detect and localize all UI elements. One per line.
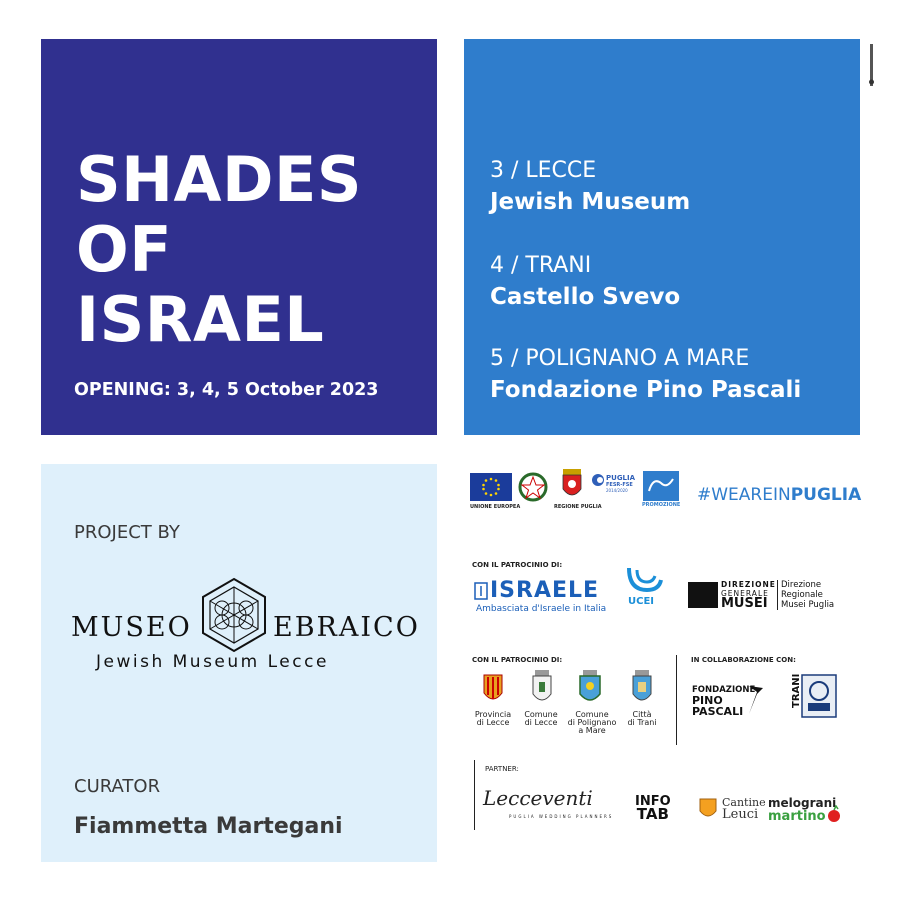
hashtag-prefix: #WEAREIN (697, 485, 791, 505)
municipality-3-line3: a Mare (578, 726, 606, 735)
studio-credit-icon (868, 42, 876, 88)
cantine-leuci-wordmark (722, 797, 766, 821)
puglia-fesr-line3: 2014/2020 (606, 488, 628, 493)
regione-puglia-crest-icon (560, 469, 584, 503)
israele-wordmark: ISRAELE (490, 578, 600, 603)
patrocinio-label-2: CON IL PATROCINIO DI: (472, 656, 563, 664)
fondazione-line1: FONDAZIONE (692, 685, 756, 695)
comune-polignano-crest-icon (578, 670, 602, 706)
partner-divider (474, 760, 475, 830)
musei-line2: GENERALE (721, 589, 769, 598)
castello-svevo-trani-icon (800, 673, 838, 719)
venues-panel (464, 39, 860, 435)
lecceventi-subtitle: PUGLIA WEDDING PLANNERS (509, 814, 614, 819)
venue-1-place: Jewish Museum (490, 189, 691, 215)
municipality-caption-4 (622, 711, 662, 727)
infotab-line2: TAB (636, 805, 669, 823)
municipality-caption-1 (470, 711, 516, 727)
castello-trani-wordmark: TRANI (791, 673, 802, 708)
italian-emblem-icon (518, 472, 548, 504)
lecceventi-wordmark: Lecceventi (483, 786, 593, 810)
promozione-label: PROMOZIONE (642, 502, 681, 508)
eu-label: UNIONE EUROPEA (470, 504, 521, 510)
municipality-3-line1: Comune (575, 710, 609, 719)
infotab-wordmark (635, 795, 671, 821)
mic-logo-icon (688, 582, 718, 608)
municipality-1-line2: di Lecce (476, 718, 510, 727)
project-by-label: PROJECT BY (74, 522, 180, 543)
museo-wordmark-right: EBRAICO (273, 612, 420, 643)
opening-dates: OPENING: 3, 4, 5 October 2023 (74, 380, 379, 400)
pascali-tail-icon (745, 684, 765, 716)
venue-3-city: 5 / POLIGNANO A MARE (490, 346, 750, 371)
pomegranate-icon (826, 805, 842, 823)
title-line-1: SHADES (76, 143, 362, 216)
musei-line3: MUSEI (721, 596, 768, 611)
venue-2-city: 4 / TRANI (490, 253, 592, 278)
title-line-3: ISRAEL (76, 283, 325, 356)
municipality-2-line1: Comune (524, 710, 558, 719)
municipality-4-line2: di Trani (627, 718, 657, 727)
museo-ebraico-emblem-icon (199, 577, 269, 653)
eu-flag-icon (470, 473, 512, 501)
comune-lecce-crest-icon (531, 670, 553, 706)
hashtag-wearein-puglia (697, 485, 861, 505)
israel-emblem-icon (474, 582, 488, 600)
title-line-2: OF (76, 213, 173, 286)
puglia-fesr-logo (592, 473, 638, 503)
infotab-line1: INFO (635, 794, 671, 809)
municipality-3-line2: di Polignano (567, 718, 617, 727)
musei-line1: DIREZIONE (721, 580, 776, 589)
ucei-emblem-icon (623, 562, 663, 594)
museo-wordmark-left: MUSEO (71, 612, 192, 643)
curator-name: Fiammetta Martegani (74, 814, 343, 839)
municipality-caption-2 (518, 711, 564, 727)
title-panel (41, 39, 437, 435)
curator-label: CURATOR (74, 776, 161, 797)
municipality-1-line1: Provincia (474, 710, 512, 719)
cantine-line2: Leuci (722, 807, 759, 822)
puglia-fesr-line2: FESR-FSE (606, 482, 633, 488)
melograni-line1: melograni (768, 796, 837, 810)
israele-subtitle: Ambasciata d'Israele in Italia (476, 604, 607, 614)
studio-credit-mark (868, 42, 876, 88)
venue-3-place: Fondazione Pino Pascali (490, 377, 802, 403)
municipality-4-line1: Città (632, 710, 652, 719)
melograni-line2: martino (768, 809, 826, 824)
collab-label: IN COLLABORAZIONE CON: (691, 656, 796, 664)
ucei-wordmark: UCEI (628, 596, 655, 607)
cantine-line1: Cantine (722, 796, 766, 809)
regione-label: REGIONE PUGLIA (554, 504, 602, 510)
municipality-caption-3 (564, 711, 620, 735)
venue-2-place: Castello Svevo (490, 284, 681, 310)
musei-right-line2: Regionale (781, 590, 823, 600)
musei-right-line1: Direzione (781, 580, 822, 590)
provincia-lecce-crest-icon (482, 671, 504, 705)
collab-divider (676, 655, 677, 745)
puglia-fesr-line1: PUGLIA (606, 474, 636, 482)
puglia-promozione-icon (643, 471, 679, 501)
hashtag-suffix: PUGLIA (790, 485, 862, 505)
cantine-leuci-shield-icon (698, 797, 718, 821)
musei-divider (777, 580, 778, 610)
patrocinio-label-1: CON IL PATROCINIO DI: (472, 561, 563, 569)
project-panel (41, 464, 437, 862)
museo-subtitle: Jewish Museum Lecce (96, 652, 329, 672)
partner-label: PARTNER: (485, 765, 519, 773)
fondazione-line3: PASCALI (692, 705, 744, 718)
musei-right-line3: Musei Puglia (781, 600, 835, 610)
fondazione-line2: PINO (692, 694, 723, 707)
citta-trani-crest-icon (631, 670, 653, 706)
musei-right-block (781, 580, 834, 610)
venue-1-city: 3 / LECCE (490, 158, 597, 183)
municipality-2-line2: di Lecce (524, 718, 558, 727)
